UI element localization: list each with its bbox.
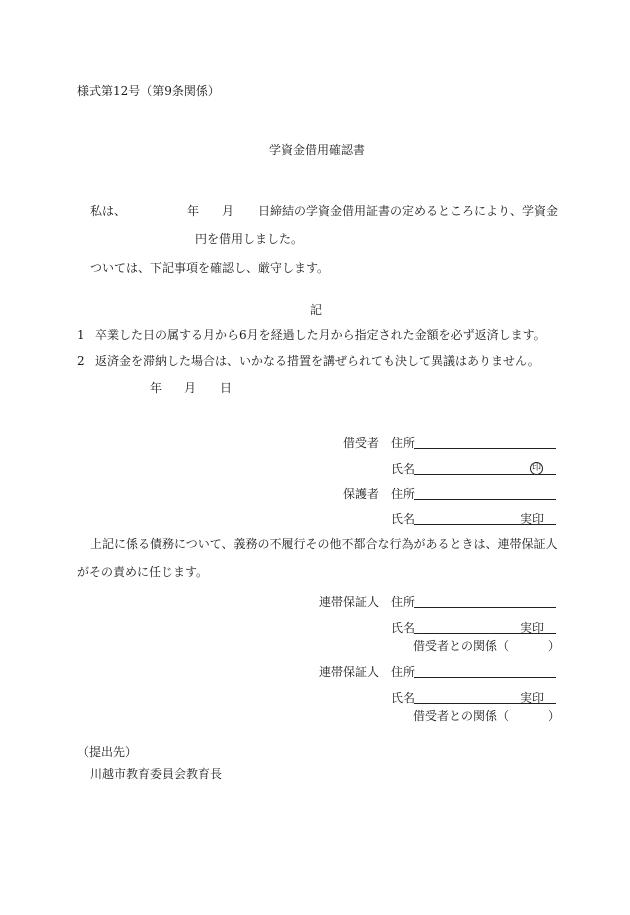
guarantor-1-address-line [414, 607, 556, 608]
intro-start: 私は、 [90, 204, 127, 218]
item-1-text: 卒業した日の属する月から6月を経過した月から指定された金額を必ず返済します。 [95, 328, 546, 342]
intro-rest: 日締結の学資金借用証書の定めるところにより、学資金 [258, 204, 559, 218]
guarantee-line-1: 上記に係る債務について、義務の不履行その他不都合な行為があるときは、連帯保証人 [90, 537, 558, 551]
submit-to-name: 川越市教育委員会教育長 [90, 767, 223, 781]
guarantor-2-label: 連帯保証人 [319, 665, 380, 679]
submit-to-label: （提出先） [77, 745, 138, 759]
ki-heading: 記 [310, 303, 323, 317]
borrower-name-label: 氏名 [391, 462, 416, 476]
guarantor-1-label: 連帯保証人 [319, 595, 380, 609]
guardian-seal: 実印 [520, 512, 545, 526]
guarantor-2-relation-close: ） [548, 709, 561, 723]
guardian-name-label: 氏名 [391, 512, 416, 526]
guarantor-1-relation-close: ） [548, 639, 561, 653]
date-month: 月 [184, 381, 197, 395]
guardian-address-line [414, 499, 556, 500]
guarantor-2-name-label: 氏名 [391, 691, 416, 705]
guarantor-1-name-label: 氏名 [391, 621, 416, 635]
date-day: 日 [220, 381, 233, 395]
intro-month: 月 [222, 204, 235, 218]
guardian-label: 保護者 [343, 487, 380, 501]
guarantor-1-relation-label: 借受者との関係（ [413, 639, 510, 653]
item-2-number: 2 [77, 354, 85, 368]
item-2-text: 返済金を滞納した場合は、いかなる措置を講ぜられても決して異議はありません。 [95, 354, 540, 368]
guarantor-2-relation-label: 借受者との関係（ [413, 709, 510, 723]
borrower-address-label: 住所 [391, 436, 416, 450]
guarantor-1-address-label: 住所 [391, 595, 416, 609]
guarantee-line-2: がその責めに任じます。 [77, 565, 209, 579]
borrower-address-line [414, 448, 556, 449]
item-1-number: 1 [77, 328, 85, 342]
document-title: 学資金借用確認書 [269, 143, 366, 157]
guarantor-1-seal: 実印 [520, 621, 545, 635]
intro-year: 年 [187, 204, 200, 218]
intro-amount: 円を借用しました。 [195, 232, 304, 246]
intro-confirm: ついては、下記事項を確認し、厳守します。 [90, 261, 330, 275]
guarantor-2-seal: 実印 [520, 691, 545, 705]
guarantor-2-address-line [414, 677, 556, 678]
guardian-address-label: 住所 [391, 487, 416, 501]
seal-icon: 印 [531, 463, 541, 473]
form-number: 様式第12号（第9条関係） [77, 84, 220, 98]
date-year: 年 [150, 381, 163, 395]
borrower-label: 借受者 [343, 436, 380, 450]
guarantor-2-address-label: 住所 [391, 665, 416, 679]
borrower-seal [530, 459, 543, 475]
